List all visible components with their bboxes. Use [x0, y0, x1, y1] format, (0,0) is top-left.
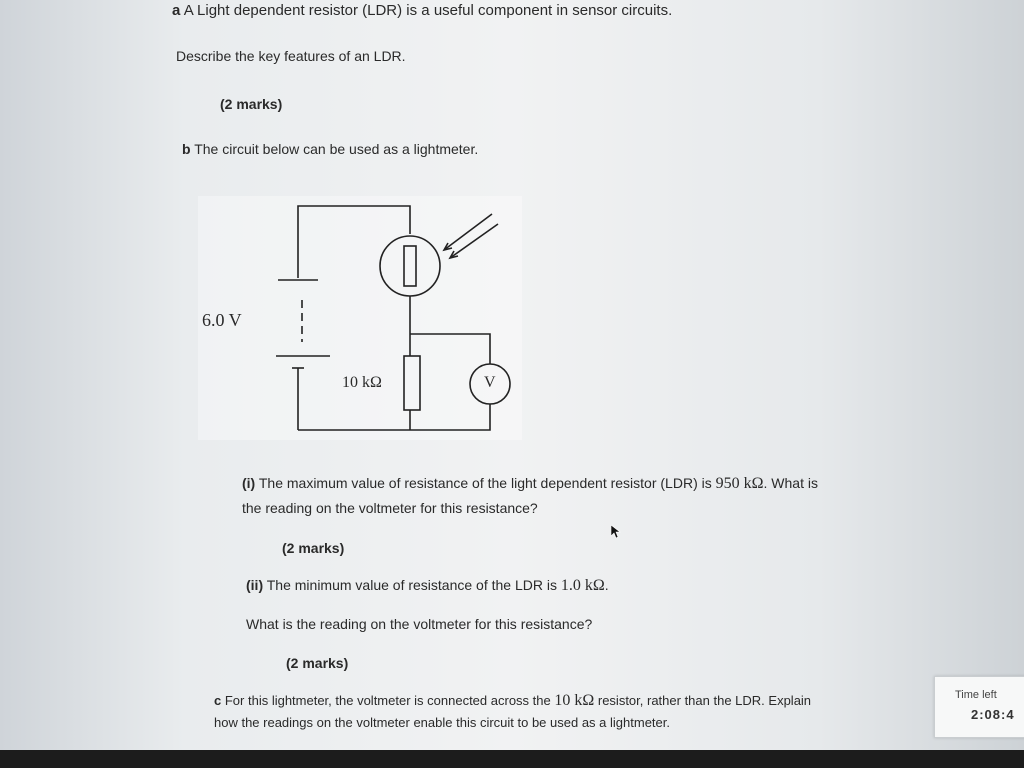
question-c-line2: how the readings on the voltmeter enable this circuit to be used as a lightmeter. [214, 715, 670, 730]
question-b-text: The circuit below can be used as a lightmeter. [194, 141, 479, 157]
part-i-text-after: . What is [763, 475, 818, 491]
resistor-label: 10 kΩ [342, 374, 382, 391]
screen-bottom-bezel [0, 750, 1024, 768]
question-a-line [172, 2, 672, 19]
question-a-text: A Light dependent resistor (LDR) is a useful component in sensor circuits. [183, 2, 673, 19]
question-c-prefix: c [214, 693, 222, 708]
question-c-text: For this lightmeter, the voltmeter is connected across the [224, 693, 551, 708]
part-i-line [242, 475, 818, 493]
part-ii-line2: What is the reading on the voltmeter for this resistance? [246, 616, 593, 632]
voltmeter-label: V [484, 374, 496, 391]
question-c-text-after: resistor, rather than the LDR. Explain [597, 693, 812, 708]
fixed-resistor-body [404, 356, 420, 410]
question-b-prefix: b [182, 141, 191, 157]
mouse-cursor-icon [611, 525, 621, 544]
part-ii-text-after: . [604, 577, 609, 593]
question-a-prompt: Describe the key features of an LDR. [176, 48, 406, 64]
question-b-line [182, 141, 478, 157]
wire-bottom [298, 404, 490, 430]
part-ii-prefix: (ii) [246, 577, 264, 593]
question-c-line [214, 692, 811, 710]
part-ii-value: 1.0 kΩ [560, 577, 605, 594]
part-i-prefix: (i) [242, 475, 256, 491]
supply-label: 6.0 V [202, 310, 242, 330]
timer-value: 2:08:4 [971, 707, 1015, 722]
circuit-svg [198, 196, 522, 440]
question-a-prefix: a [172, 2, 181, 19]
timer-label: Time left [955, 689, 997, 701]
question-a-marks: (2 marks) [220, 96, 283, 112]
part-i-line2: the reading on the voltmeter for this resistance? [242, 500, 538, 516]
part-i-marks: (2 marks) [282, 540, 345, 556]
part-i-text: The maximum value of resistance of the light dependent resistor (LDR) is [258, 475, 712, 491]
timer-panel [934, 676, 1024, 738]
ldr-body [404, 246, 416, 286]
part-ii-text: The minimum value of resistance of the LDR is [266, 577, 557, 593]
ldr-circle [380, 236, 440, 296]
question-c-value: 10 kΩ [554, 692, 595, 709]
part-i-value: 950 kΩ [715, 475, 764, 492]
part-ii-line [246, 577, 609, 595]
part-ii-marks: (2 marks) [286, 655, 349, 671]
wire-to-voltmeter [410, 334, 490, 364]
circuit-diagram [198, 196, 522, 440]
